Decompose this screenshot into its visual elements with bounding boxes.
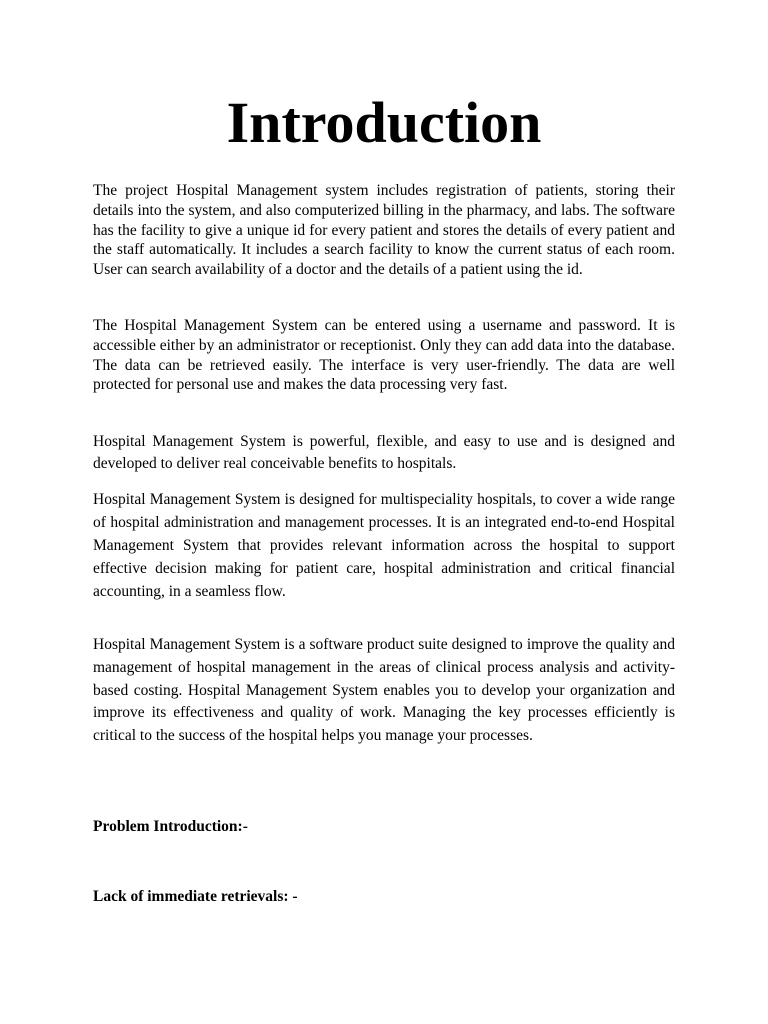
paragraph-multispeciality: Hospital Management System is designed for multispeciality hospitals, to cover a wide range of hospital administration and management processes. It is an integrated end-to-end Hospital Management System that provides relevant information across the hospital to support effective decision making for patient care, hospital administration and critical financial accounting, in a seamless flow. [93,491,675,600]
problem-introduction-heading: Problem Introduction:- [93,818,248,835]
lack-of-retrievals-heading: Lack of immediate retrievals: - [93,888,298,905]
paragraph-registration: The project Hospital Management system includes registration of patients, storing their details into the system, and also computerized billing in the pharmacy, and labs. The software has the facility to give a unique id for every patient and stores the details of every patient and the staff automatically. It includes a search facility to know the current status of each room. User can search availability of a doctor and the details of a patient using the id. [93,182,675,279]
page-title: Introduction [226,90,542,155]
paragraph-software-suite: Hospital Management System is a software product suite designed to improve the quality and management of hospital management in the areas of clinical process analysis and activity-based costing. Hospital Management System enables you to develop your organization and improve its effectiveness and quality of work. Managing the key processes efficiently is critical to the success of the hospital helps you manage your processes. [93,636,675,745]
paragraph-login-access: The Hospital Management System can be entered using a username and password. It is accessible either by an administrator or receptionist. Only they can add data into the database. The data can be retrieved easily. The interface is very user-friendly. The data are well protected for personal use and makes the data processing very fast. [93,317,675,394]
paragraph-powerful-flexible: Hospital Management System is powerful, flexible, and easy to use and is designed and developed to deliver real conceivable benefits to hospitals. [93,433,675,472]
